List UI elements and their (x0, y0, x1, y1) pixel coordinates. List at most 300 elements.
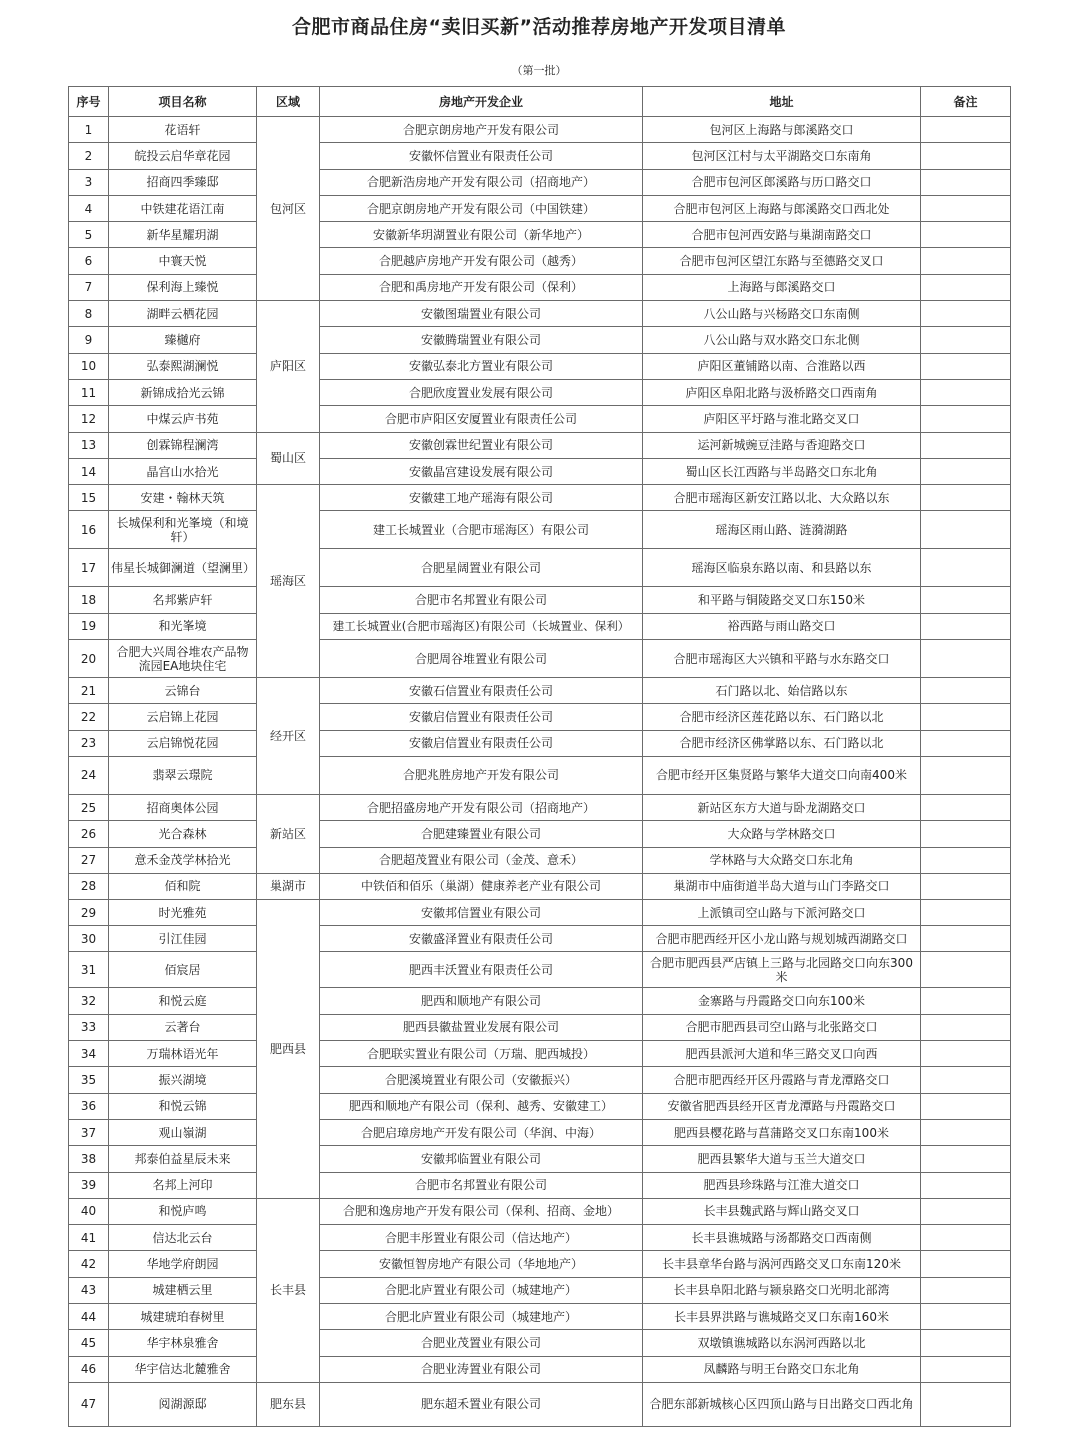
project-name: 云启锦上花园 (109, 704, 257, 730)
address: 八公山路与双水路交口东北侧 (643, 327, 921, 353)
address: 巢湖市中庙街道半岛大道与山门李路交口 (643, 873, 921, 899)
remark (921, 406, 1011, 432)
table-row (69, 926, 1011, 952)
row-no: 44 (69, 1303, 109, 1329)
remark (921, 1093, 1011, 1119)
project-name: 阅湖源邸 (109, 1382, 257, 1426)
row-no: 16 (69, 511, 109, 549)
remark (921, 1041, 1011, 1067)
project-name: 伟星长城御澜道（望澜里） (109, 549, 257, 587)
project-name: 意禾金茂学林拾光 (109, 847, 257, 873)
table-row (69, 847, 1011, 873)
remark (921, 1172, 1011, 1198)
remark (921, 458, 1011, 484)
row-no: 35 (69, 1067, 109, 1093)
remark (921, 222, 1011, 248)
developer-name: 安徽弘泰北方置业有限公司 (320, 353, 643, 379)
developer-name: 安徽石信置业有限责任公司 (320, 678, 643, 704)
address: 大众路与学林路交口 (643, 821, 921, 847)
developer-name: 合肥联实置业有限公司（万瑞、肥西城投） (320, 1041, 643, 1067)
developer-name: 合肥欣度置业发展有限公司 (320, 379, 643, 405)
remark (921, 873, 1011, 899)
region-cell: 巢湖市 (257, 873, 320, 899)
developer-name: 中铁佰和佰乐（巢湖）健康养老产业有限公司 (320, 873, 643, 899)
row-no: 43 (69, 1277, 109, 1303)
developer-name: 安徽恒智房地产有限公司（华地地产） (320, 1251, 643, 1277)
developer-name: 肥西县徽盐置业发展有限公司 (320, 1014, 643, 1040)
developer-name: 安徽晶宫建设发展有限公司 (320, 458, 643, 484)
remark (921, 1198, 1011, 1224)
row-no: 29 (69, 900, 109, 926)
remark (921, 794, 1011, 820)
project-name: 云著台 (109, 1014, 257, 1040)
address: 安徽省肥西县经开区青龙潭路与丹霞路交口 (643, 1093, 921, 1119)
address: 庐阳区阜阳北路与汲桥路交口西南角 (643, 379, 921, 405)
header-no: 序号 (69, 87, 109, 117)
address: 合肥市肥西经开区丹霞路与青龙潭路交口 (643, 1067, 921, 1093)
row-no: 47 (69, 1382, 109, 1426)
remark (921, 301, 1011, 327)
developer-name: 合肥市庐阳区安厦置业有限责任公司 (320, 406, 643, 432)
address: 肥西县派河大道和华三路交叉口向西 (643, 1041, 921, 1067)
table-row (69, 640, 1011, 678)
developer-name: 合肥业涛置业有限公司 (320, 1356, 643, 1382)
project-name: 招商四季臻邸 (109, 169, 257, 195)
remark (921, 169, 1011, 195)
remark (921, 1119, 1011, 1145)
remark (921, 640, 1011, 678)
remark (921, 511, 1011, 549)
developer-name: 安徽建工地产瑶海有限公司 (320, 485, 643, 511)
address: 八公山路与兴杨路交口东南侧 (643, 301, 921, 327)
table-row (69, 1172, 1011, 1198)
address: 金寨路与丹霞路交口向东100米 (643, 988, 921, 1014)
row-no: 38 (69, 1146, 109, 1172)
header-developer: 房地产开发企业 (320, 87, 643, 117)
project-name: 和光峯境 (109, 613, 257, 639)
remark (921, 1277, 1011, 1303)
address: 合肥市经开区集贤路与繁华大道交口向南400米 (643, 756, 921, 794)
batch-label: （第一批） (511, 64, 567, 77)
remark (921, 1382, 1011, 1426)
row-no: 30 (69, 926, 109, 952)
project-name: 招商奥体公园 (109, 794, 257, 820)
row-no: 9 (69, 327, 109, 353)
address: 瑶海区雨山路、涟漪湖路 (643, 511, 921, 549)
row-no: 11 (69, 379, 109, 405)
table-row (69, 327, 1011, 353)
address: 合肥市肥西经开区小龙山路与规划城西湖路交口 (643, 926, 921, 952)
address: 合肥市肥西县司空山路与北张路交口 (643, 1014, 921, 1040)
table-row (69, 704, 1011, 730)
address: 上派镇司空山路与下派河路交口 (643, 900, 921, 926)
remark (921, 988, 1011, 1014)
row-no: 8 (69, 301, 109, 327)
remark (921, 1067, 1011, 1093)
remark (921, 926, 1011, 952)
table-row (69, 379, 1011, 405)
table-row (69, 222, 1011, 248)
address: 合肥市经济区佛掌路以东、石门路以北 (643, 730, 921, 756)
address: 运河新城豌豆洼路与香迎路交口 (643, 432, 921, 458)
address: 瑶海区临泉东路以南、和县路以东 (643, 549, 921, 587)
project-name: 万瑞林语光年 (109, 1041, 257, 1067)
table-row (69, 195, 1011, 221)
remark (921, 1146, 1011, 1172)
address: 凤麟路与明王台路交口东北角 (643, 1356, 921, 1382)
row-no: 14 (69, 458, 109, 484)
remark (921, 756, 1011, 794)
remark (921, 1225, 1011, 1251)
developer-name: 安徽邦信置业有限公司 (320, 900, 643, 926)
developer-name: 合肥溪境置业有限公司（安徽振兴） (320, 1067, 643, 1093)
developer-name: 合肥周谷堆置业有限公司 (320, 640, 643, 678)
table-row (69, 730, 1011, 756)
remark (921, 353, 1011, 379)
project-name: 邦泰伯益星辰未来 (109, 1146, 257, 1172)
address: 合肥市包河区望江东路与至德路交叉口 (643, 248, 921, 274)
address: 长丰县魏武路与辉山路交叉口 (643, 1198, 921, 1224)
row-no: 4 (69, 195, 109, 221)
table-row (69, 1225, 1011, 1251)
address: 双墩镇谯城路以东涡河西路以北 (643, 1330, 921, 1356)
row-no: 23 (69, 730, 109, 756)
developer-name: 安徽怀信置业有限责任公司 (320, 143, 643, 169)
address: 合肥市经济区莲花路以东、石门路以北 (643, 704, 921, 730)
header-remark: 备注 (921, 87, 1011, 117)
developer-name: 合肥和禹房地产开发有限公司（保利） (320, 274, 643, 300)
project-name: 和悦云锦 (109, 1093, 257, 1119)
developer-name: 合肥启璋房地产开发有限公司（华润、中海） (320, 1119, 643, 1145)
region-cell: 肥西县 (257, 900, 320, 1199)
table-row (69, 485, 1011, 511)
table-body (69, 117, 1011, 1427)
region-cell: 庐阳区 (257, 301, 320, 432)
developer-name: 肥西和顺地产有限公司（保利、越秀、安徽建工） (320, 1093, 643, 1119)
remark (921, 1356, 1011, 1382)
address: 和平路与铜陵路交叉口东150米 (643, 587, 921, 613)
table-row (69, 511, 1011, 549)
developer-name: 肥东超禾置业有限公司 (320, 1382, 643, 1426)
table-row (69, 1251, 1011, 1277)
remark (921, 952, 1011, 988)
project-name: 晶宫山水拾光 (109, 458, 257, 484)
row-no: 45 (69, 1330, 109, 1356)
row-no: 12 (69, 406, 109, 432)
region-cell: 新站区 (257, 794, 320, 873)
project-table (68, 86, 1011, 1427)
row-no: 34 (69, 1041, 109, 1067)
address: 裕西路与雨山路交口 (643, 613, 921, 639)
remark (921, 730, 1011, 756)
address: 合肥市包河西安路与巢湖南路交口 (643, 222, 921, 248)
developer-name: 肥西丰沃置业有限责任公司 (320, 952, 643, 988)
table-row (69, 900, 1011, 926)
address: 包河区江村与太平湖路交口东南角 (643, 143, 921, 169)
address: 学林路与大众路交口东北角 (643, 847, 921, 873)
remark (921, 847, 1011, 873)
table-row (69, 1093, 1011, 1119)
row-no: 42 (69, 1251, 109, 1277)
developer-name: 合肥超茂置业有限公司（金茂、意禾） (320, 847, 643, 873)
address: 肥西县繁华大道与玉兰大道交口 (643, 1146, 921, 1172)
remark (921, 195, 1011, 221)
row-no: 46 (69, 1356, 109, 1382)
table-row (69, 794, 1011, 820)
developer-name: 建工长城置业(合肥市瑶海区)有限公司（长城置业、保利） (320, 613, 643, 639)
header-region: 区域 (257, 87, 320, 117)
project-name: 云锦台 (109, 678, 257, 704)
project-name: 佰和院 (109, 873, 257, 899)
row-no: 13 (69, 432, 109, 458)
row-no: 5 (69, 222, 109, 248)
row-no: 33 (69, 1014, 109, 1040)
address: 合肥市瑶海区新安江路以北、大众路以东 (643, 485, 921, 511)
developer-name: 安徽启信置业有限责任公司 (320, 704, 643, 730)
developer-name: 肥西和顺地产有限公司 (320, 988, 643, 1014)
developer-name: 合肥京朗房地产开发有限公司 (320, 117, 643, 143)
project-name: 合肥大兴周谷堆农产品物流园EA地块住宅 (109, 640, 257, 678)
table-row (69, 117, 1011, 143)
table-header-row (69, 87, 1011, 117)
developer-name: 合肥业茂置业有限公司 (320, 1330, 643, 1356)
address: 合肥市瑶海区大兴镇和平路与水东路交口 (643, 640, 921, 678)
remark (921, 613, 1011, 639)
remark (921, 327, 1011, 353)
table-row (69, 274, 1011, 300)
address: 长丰县谯城路与汤都路交口西南侧 (643, 1225, 921, 1251)
developer-name: 安徽腾瑞置业有限公司 (320, 327, 643, 353)
developer-name: 合肥丰彤置业有限公司（信达地产） (320, 1225, 643, 1251)
table-row (69, 1119, 1011, 1145)
project-name: 华地学府朗园 (109, 1251, 257, 1277)
address: 蜀山区长江西路与半岛路交口东北角 (643, 458, 921, 484)
region-cell: 蜀山区 (257, 432, 320, 485)
row-no: 32 (69, 988, 109, 1014)
row-no: 28 (69, 873, 109, 899)
row-no: 1 (69, 117, 109, 143)
project-name: 中铁建花语江南 (109, 195, 257, 221)
address: 合肥市包河区郎溪路与历口路交口 (643, 169, 921, 195)
project-name: 安建・翰林天筑 (109, 485, 257, 511)
project-name: 时光雅苑 (109, 900, 257, 926)
project-name: 湖畔云栖花园 (109, 301, 257, 327)
project-name: 弘泰熙湖澜悦 (109, 353, 257, 379)
table-row (69, 1146, 1011, 1172)
table-row (69, 353, 1011, 379)
table-row (69, 988, 1011, 1014)
project-name: 城建栖云里 (109, 1277, 257, 1303)
remark (921, 1251, 1011, 1277)
developer-name: 安徽图瑞置业有限公司 (320, 301, 643, 327)
table-row (69, 756, 1011, 794)
table-row (69, 1014, 1011, 1040)
address: 新站区东方大道与卧龙湖路交口 (643, 794, 921, 820)
table-row (69, 406, 1011, 432)
developer-name: 安徽盛泽置业有限责任公司 (320, 926, 643, 952)
remark (921, 143, 1011, 169)
developer-name: 合肥招盛房地产开发有限公司（招商地产） (320, 794, 643, 820)
address: 上海路与郎溪路交口 (643, 274, 921, 300)
project-name: 新锦成拾光云锦 (109, 379, 257, 405)
row-no: 39 (69, 1172, 109, 1198)
project-name: 长城保利和光峯境（和境轩） (109, 511, 257, 549)
remark (921, 432, 1011, 458)
region-cell: 经开区 (257, 678, 320, 795)
row-no: 24 (69, 756, 109, 794)
remark (921, 1303, 1011, 1329)
developer-name: 合肥新浩房地产开发有限公司（招商地产） (320, 169, 643, 195)
remark (921, 900, 1011, 926)
remark (921, 485, 1011, 511)
remark (921, 1014, 1011, 1040)
row-no: 27 (69, 847, 109, 873)
table-row (69, 821, 1011, 847)
project-name: 和悦云庭 (109, 988, 257, 1014)
remark (921, 1330, 1011, 1356)
project-name: 信达北云台 (109, 1225, 257, 1251)
row-no: 18 (69, 587, 109, 613)
row-no: 25 (69, 794, 109, 820)
table-row (69, 587, 1011, 613)
table-row (69, 248, 1011, 274)
project-name: 引江佳园 (109, 926, 257, 952)
project-name: 和悦庐鸣 (109, 1198, 257, 1224)
remark (921, 379, 1011, 405)
table-row (69, 549, 1011, 587)
developer-name: 安徽创霖世纪置业有限公司 (320, 432, 643, 458)
address: 庐阳区董铺路以南、合淮路以西 (643, 353, 921, 379)
row-no: 37 (69, 1119, 109, 1145)
address: 合肥市肥西县严店镇上三路与北园路交口向东300米 (643, 952, 921, 988)
row-no: 20 (69, 640, 109, 678)
project-name: 翡翠云璟院 (109, 756, 257, 794)
region-cell: 长丰县 (257, 1198, 320, 1382)
row-no: 36 (69, 1093, 109, 1119)
table-row (69, 952, 1011, 988)
project-name: 中煤云庐书苑 (109, 406, 257, 432)
row-no: 10 (69, 353, 109, 379)
developer-name: 建工长城置业（合肥市瑶海区）有限公司 (320, 511, 643, 549)
header-address: 地址 (643, 87, 921, 117)
region-cell: 肥东县 (257, 1382, 320, 1426)
region-cell: 包河区 (257, 117, 320, 301)
remark (921, 549, 1011, 587)
project-name: 创霖锦程澜湾 (109, 432, 257, 458)
row-no: 3 (69, 169, 109, 195)
developer-name: 合肥北庐置业有限公司（城建地产） (320, 1277, 643, 1303)
table-row (69, 873, 1011, 899)
row-no: 21 (69, 678, 109, 704)
table-row (69, 1041, 1011, 1067)
project-name: 名邦上河印 (109, 1172, 257, 1198)
address: 长丰县章华台路与涡河西路交叉口东南120米 (643, 1251, 921, 1277)
project-name: 名邦紫庐轩 (109, 587, 257, 613)
row-no: 19 (69, 613, 109, 639)
address: 石门路以北、始信路以东 (643, 678, 921, 704)
developer-name: 合肥建臻置业有限公司 (320, 821, 643, 847)
project-name: 佰宸居 (109, 952, 257, 988)
remark (921, 587, 1011, 613)
table-row (69, 1382, 1011, 1426)
row-no: 22 (69, 704, 109, 730)
row-no: 17 (69, 549, 109, 587)
developer-name: 合肥北庐置业有限公司（城建地产） (320, 1303, 643, 1329)
project-name: 臻樾府 (109, 327, 257, 353)
developer-name: 合肥星阔置业有限公司 (320, 549, 643, 587)
project-name: 振兴湖境 (109, 1067, 257, 1093)
table-row (69, 1277, 1011, 1303)
address: 肥西县珍珠路与江淮大道交口 (643, 1172, 921, 1198)
project-name: 城建琥珀春树里 (109, 1303, 257, 1329)
header-project-name: 项目名称 (109, 87, 257, 117)
remark (921, 274, 1011, 300)
row-no: 40 (69, 1198, 109, 1224)
project-name: 新华星耀玥湖 (109, 222, 257, 248)
row-no: 15 (69, 485, 109, 511)
table-row (69, 1330, 1011, 1356)
table-row (69, 169, 1011, 195)
table-row (69, 1356, 1011, 1382)
developer-name: 安徽启信置业有限责任公司 (320, 730, 643, 756)
project-name: 观山嶺湖 (109, 1119, 257, 1145)
table-row (69, 301, 1011, 327)
developer-name: 合肥兆胜房地产开发有限公司 (320, 756, 643, 794)
table-row (69, 1067, 1011, 1093)
table-row (69, 458, 1011, 484)
project-name: 华宇信达北麓雅舍 (109, 1356, 257, 1382)
developer-name: 安徽新华玥湖置业有限公司（新华地产） (320, 222, 643, 248)
project-name: 云启锦悦花园 (109, 730, 257, 756)
document-sheet (68, 0, 1010, 1440)
document-title: 合肥市商品住房“卖旧买新”活动推荐房地产开发项目清单 (292, 16, 786, 38)
table-row (69, 613, 1011, 639)
table-row (69, 678, 1011, 704)
address: 长丰县界洪路与谯城路交叉口东南160米 (643, 1303, 921, 1329)
developer-name: 合肥市名邦置业有限公司 (320, 587, 643, 613)
address: 包河区上海路与郎溪路交口 (643, 117, 921, 143)
remark (921, 704, 1011, 730)
remark (921, 248, 1011, 274)
row-no: 31 (69, 952, 109, 988)
address: 长丰县阜阳北路与颍泉路交口光明北部湾 (643, 1277, 921, 1303)
project-name: 华宇林泉雅舍 (109, 1330, 257, 1356)
developer-name: 合肥和逸房地产开发有限公司（保利、招商、金地） (320, 1198, 643, 1224)
table-row (69, 143, 1011, 169)
project-name: 皖投云启华章花园 (109, 143, 257, 169)
project-name: 中寰天悦 (109, 248, 257, 274)
address: 合肥市包河区上海路与郎溪路交口西北处 (643, 195, 921, 221)
table-row (69, 1198, 1011, 1224)
address: 肥西县樱花路与菖蒲路交叉口东南100米 (643, 1119, 921, 1145)
address: 庐阳区平圩路与淮北路交叉口 (643, 406, 921, 432)
table-row (69, 1303, 1011, 1329)
row-no: 41 (69, 1225, 109, 1251)
remark (921, 117, 1011, 143)
developer-name: 合肥京朗房地产开发有限公司（中国铁建） (320, 195, 643, 221)
region-cell: 瑶海区 (257, 485, 320, 678)
row-no: 2 (69, 143, 109, 169)
row-no: 6 (69, 248, 109, 274)
row-no: 26 (69, 821, 109, 847)
developer-name: 合肥越庐房地产开发有限公司（越秀） (320, 248, 643, 274)
developer-name: 合肥市名邦置业有限公司 (320, 1172, 643, 1198)
row-no: 7 (69, 274, 109, 300)
table-row (69, 432, 1011, 458)
developer-name: 安徽邦临置业有限公司 (320, 1146, 643, 1172)
remark (921, 821, 1011, 847)
address: 合肥东部新城核心区四顶山路与日出路交口西北角 (643, 1382, 921, 1426)
